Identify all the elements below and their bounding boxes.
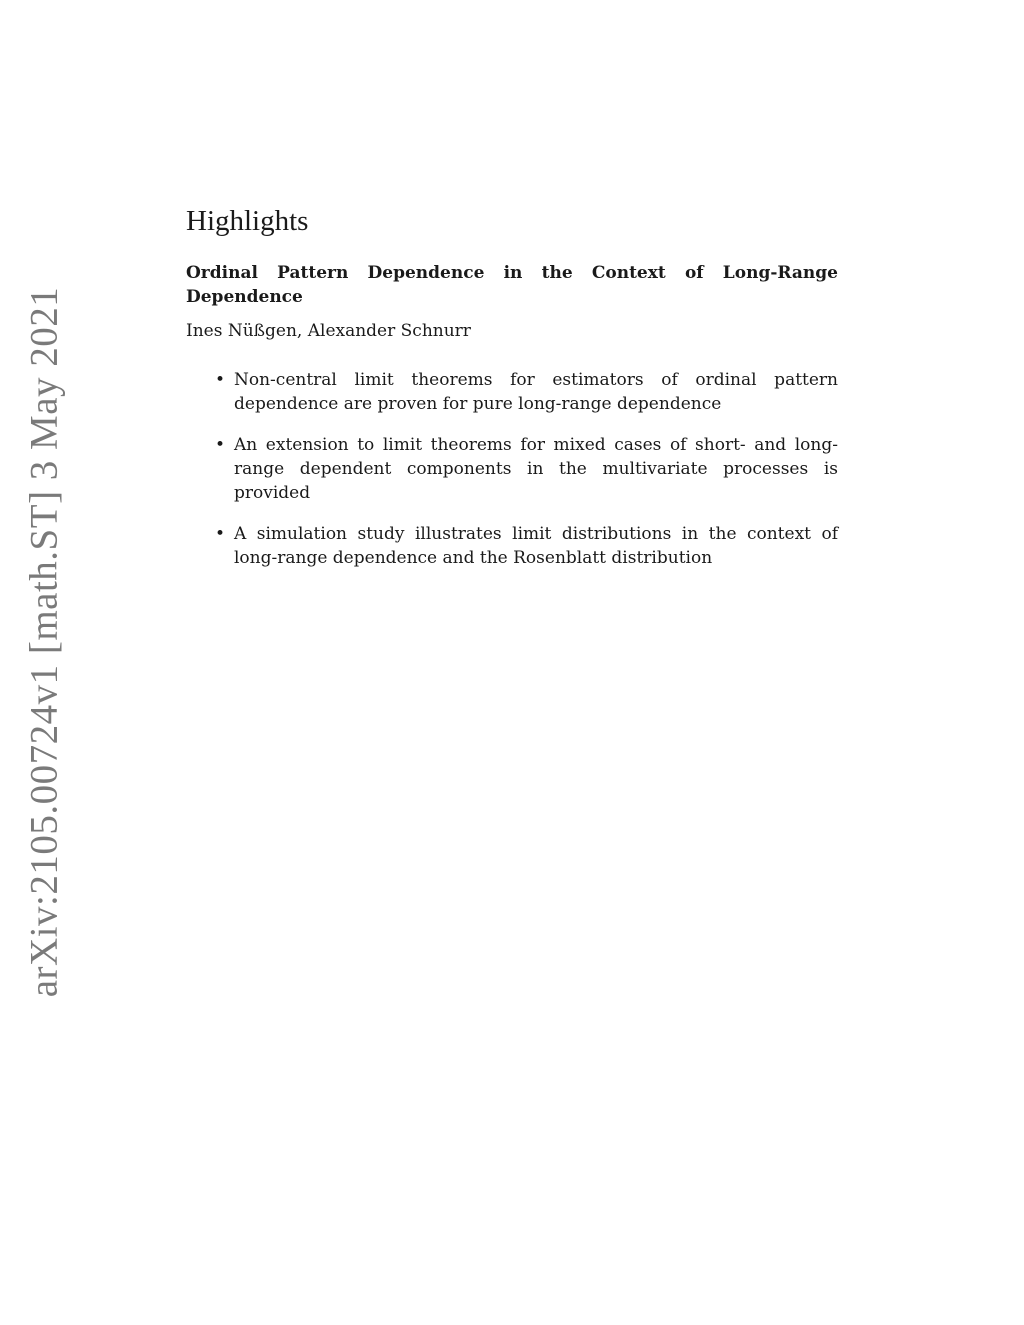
bullet-icon: • <box>215 524 226 544</box>
highlights-heading: Highlights <box>186 205 309 237</box>
highlight-item <box>186 522 838 570</box>
bullet-icon: • <box>215 370 226 390</box>
author-list: Ines Nüßgen, Alexander Schnurr <box>186 321 471 341</box>
highlights-page <box>186 203 838 587</box>
highlight-text: Non-central limit theorems for estimators of ordinal pattern dependence are proven for pure long-range dependence <box>234 370 838 414</box>
bullet-icon: • <box>215 435 226 455</box>
highlight-item <box>186 433 838 505</box>
highlight-text: A simulation study illustrates limit distributions in the context of long-range dependence and the Rosenblatt distribution <box>234 524 838 568</box>
highlight-item <box>186 368 838 416</box>
paper-title: Ordinal Pattern Dependence in the Context of Long-Range Dependence <box>186 263 838 307</box>
arxiv-identifier-stamp: arXiv:2105.00724v1 [math.ST] 3 May 2021 <box>22 286 66 998</box>
highlight-list <box>186 368 838 570</box>
highlight-text: An extension to limit theorems for mixed cases of short- and long-range dependent components in the multivariate processes is provided <box>234 435 838 503</box>
